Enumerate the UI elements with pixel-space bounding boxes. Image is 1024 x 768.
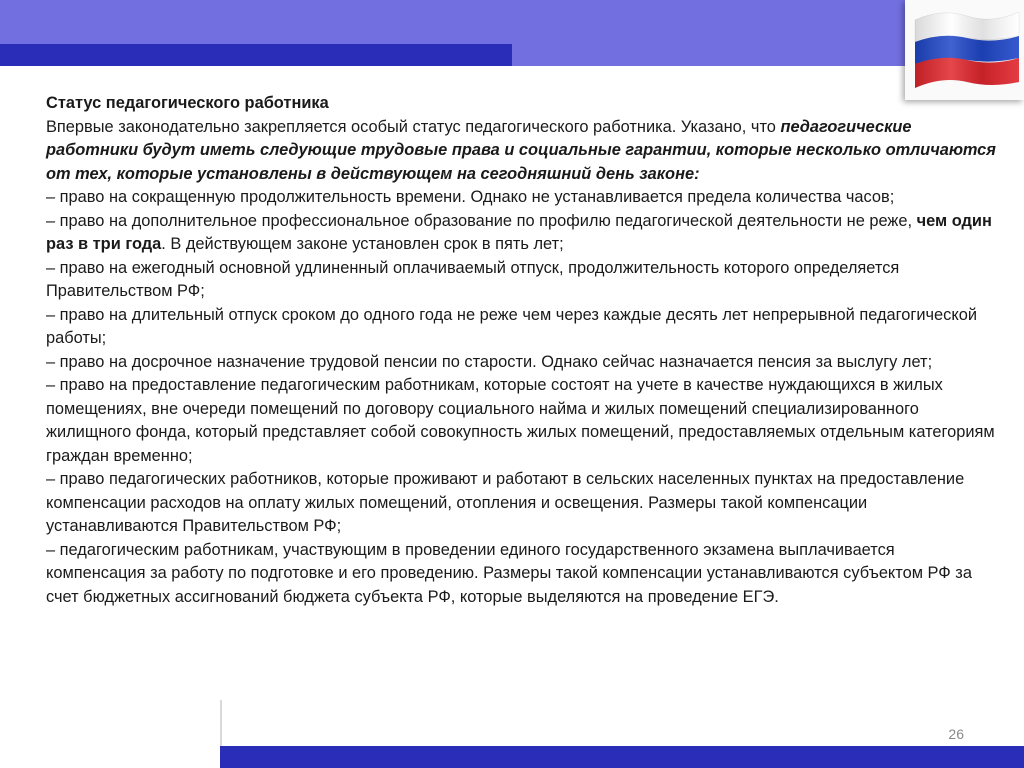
item2-before: – право на дополнительное профессиональное образование по профилю педагогической деятельности не реже, xyxy=(46,211,917,230)
slide-content xyxy=(46,92,996,609)
intro-emphasis: педагогические работники будут иметь следующие трудовые права и социальные гарантии, которые несколько отличаются от тех, которые установлены в действующем на сегодняшний день законе: xyxy=(46,117,996,183)
russian-flag-icon xyxy=(907,2,1022,98)
intro-paragraph xyxy=(46,116,996,187)
list-item-7: – право педагогических работников, которые проживают и работают в сельских населенных пунктах на предоставление компенсации расходов на оплату жилых помещений, отопления и освещения. Размеры такой компенсации устанавливаются Правительством РФ; xyxy=(46,470,965,535)
item2-bold: чем один раз в три года xyxy=(46,211,992,253)
list-item-2 xyxy=(46,210,996,257)
item2-after: . В действующем законе установлен срок в пять лет; xyxy=(161,235,564,253)
list-item-5: – право на досрочное назначение трудовой пенсии по старости. Однако сейчас назначается пенсия за выслугу лет; xyxy=(46,352,933,371)
intro-plain: Впервые законодательно закрепляется особый статус педагогического работника. Указано, что xyxy=(46,117,781,136)
footer-divider xyxy=(220,700,222,746)
header-band-light xyxy=(512,44,905,66)
list-item-8: – педагогическим работникам, участвующим в проведении единого государственного экзамена выплачивается компенсация за работу по подготовке и его проведению. Размеры такой компенсации устанавливаются субъектом РФ за счет бюджетных ассигнований бюджета субъекта РФ, которые выделяются на проведение ЕГЭ. xyxy=(46,540,972,606)
list-item-4: – право на длительный отпуск сроком до одного года не реже чем через каждые десять лет непрерывной педагогической работы; xyxy=(46,305,977,347)
footer-band xyxy=(220,746,1024,768)
list-item-1: – право на сокращенную продолжительность времени. Однако не устанавливается предела количества часов; xyxy=(46,188,895,206)
slide-title: Статус педагогического работника xyxy=(46,94,329,112)
flag-frame xyxy=(905,0,1024,100)
header-band-dark xyxy=(0,44,512,66)
list-item-6: – право на предоставление педагогическим работникам, которые состоят на учете в качестве нуждающихся в жилых помещениях, вне очереди помещений по договору социального найма и жилых помещений специализированного жилищного фонда, который представляет собой совокупность жилых помещений, предоставляемых отдельным категориям граждан временно; xyxy=(46,376,995,465)
list-item-3: – право на ежегодный основной удлиненный оплачиваемый отпуск, продолжительность которого определяется Правительством РФ; xyxy=(46,258,900,300)
header-band-top xyxy=(0,0,905,44)
page-number: 26 xyxy=(948,726,964,742)
